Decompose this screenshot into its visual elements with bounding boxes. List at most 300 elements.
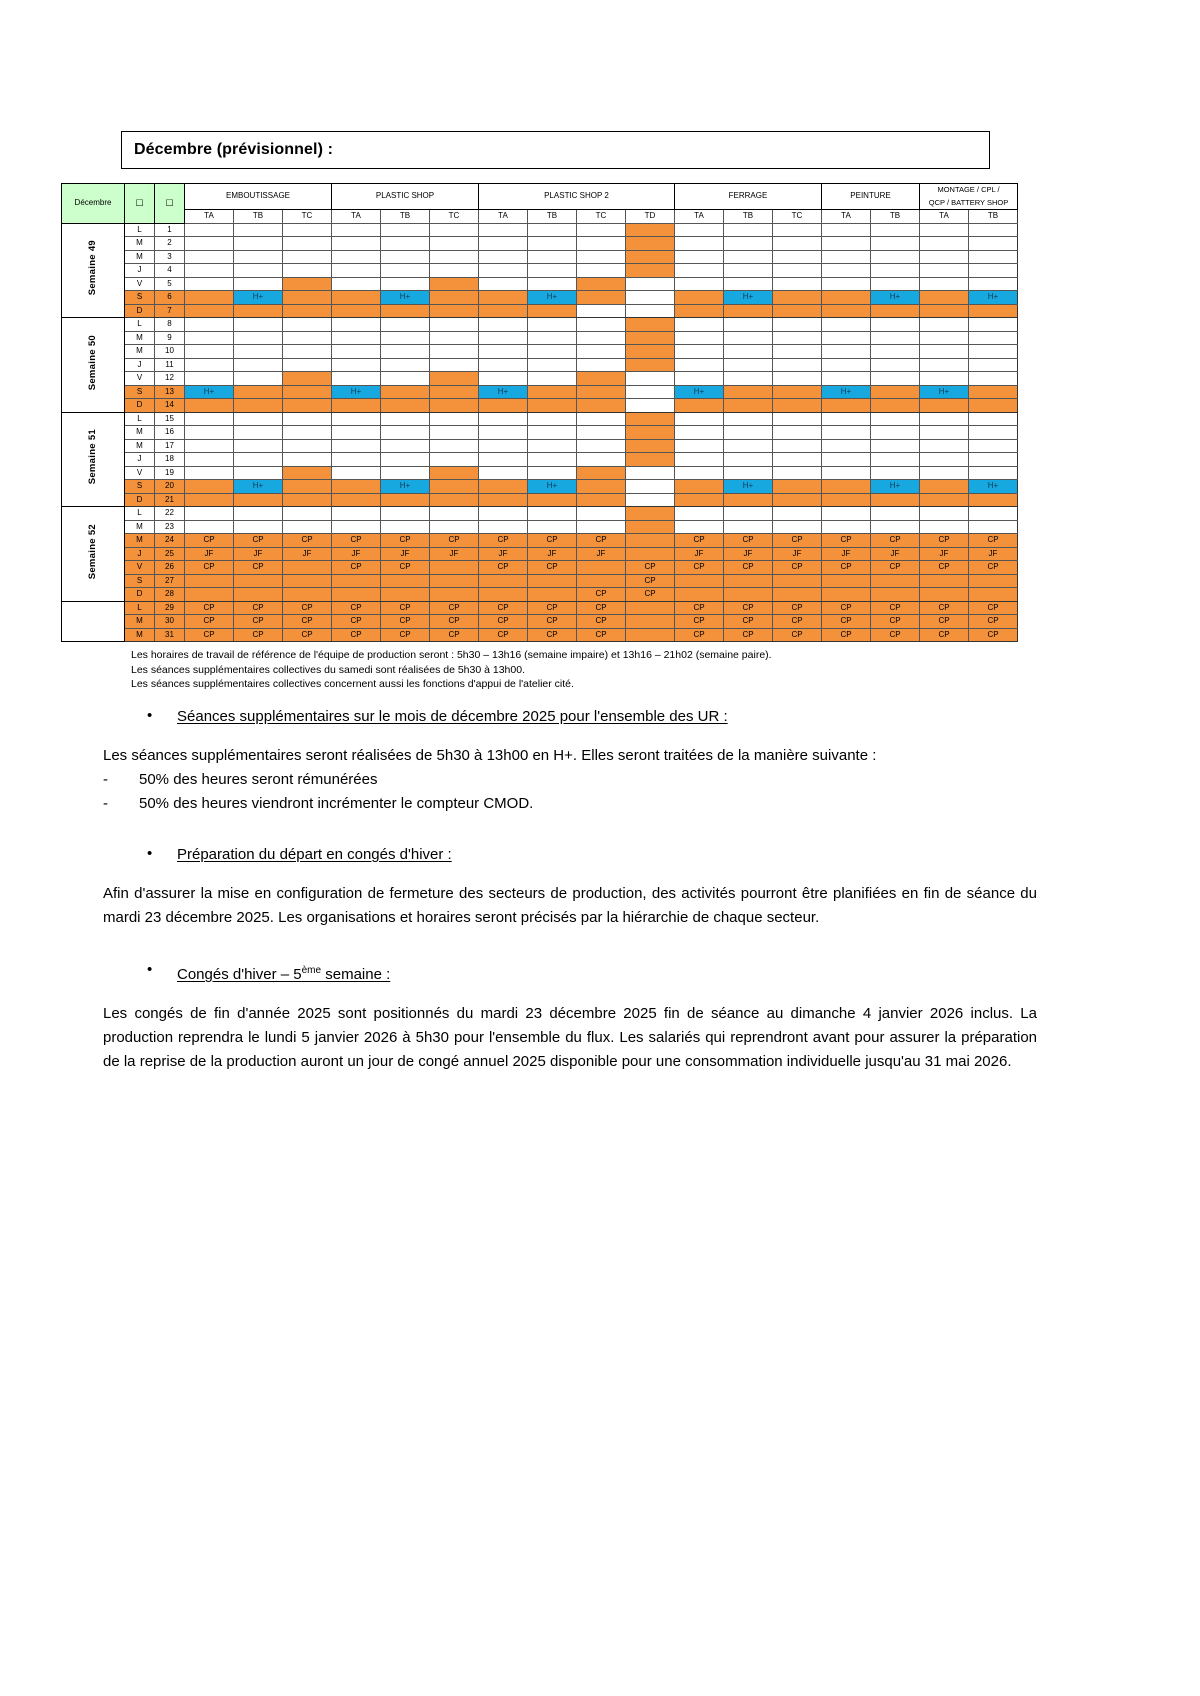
schedule-cell xyxy=(283,493,332,507)
schedule-cell xyxy=(871,507,920,521)
schedule-cell xyxy=(969,466,1018,480)
schedule-cell xyxy=(871,385,920,399)
schedule-cell xyxy=(920,237,969,251)
schedule-cell: CP xyxy=(234,628,283,642)
schedule-cell xyxy=(724,453,773,467)
schedule-cell: CP xyxy=(969,601,1018,615)
schedule-cell: CP xyxy=(381,534,430,548)
schedule-cell: H+ xyxy=(969,480,1018,494)
table-row xyxy=(62,493,1018,507)
schedule-cell xyxy=(822,426,871,440)
col-header-montage-cpl-qcp-battery-shop-ta: TA xyxy=(920,210,969,224)
schedule-cell: H+ xyxy=(920,385,969,399)
table-row xyxy=(62,466,1018,480)
schedule-cell: CP xyxy=(332,628,381,642)
schedule-cell: JF xyxy=(479,547,528,561)
day-number: 16 xyxy=(155,426,185,440)
schedule-cell xyxy=(430,480,479,494)
table-row xyxy=(62,507,1018,521)
schedule-cell xyxy=(773,237,822,251)
schedule-cell xyxy=(871,250,920,264)
schedule-cell xyxy=(871,588,920,602)
day-number: 17 xyxy=(155,439,185,453)
schedule-cell: H+ xyxy=(871,291,920,305)
schedule-cell xyxy=(920,574,969,588)
schedule-cell xyxy=(920,250,969,264)
schedule-cell xyxy=(969,277,1018,291)
schedule-cell: CP xyxy=(381,615,430,629)
day-number: 1 xyxy=(155,223,185,237)
schedule-cell xyxy=(822,520,871,534)
schedule-cell xyxy=(185,412,234,426)
schedule-cell: CP xyxy=(479,601,528,615)
schedule-cell xyxy=(430,466,479,480)
schedule-cell xyxy=(234,439,283,453)
schedule-cell xyxy=(283,264,332,278)
schedule-cell xyxy=(969,318,1018,332)
schedule-cell xyxy=(479,399,528,413)
schedule-cell: CP xyxy=(234,534,283,548)
schedule-cell xyxy=(577,426,626,440)
schedule-cell xyxy=(185,439,234,453)
schedule-cell xyxy=(969,264,1018,278)
schedule-cell: CP xyxy=(920,628,969,642)
schedule-cell xyxy=(185,588,234,602)
schedule-cell xyxy=(871,493,920,507)
day-number: 27 xyxy=(155,574,185,588)
schedule-cell xyxy=(626,277,675,291)
schedule-cell: CP xyxy=(185,628,234,642)
schedule-cell xyxy=(724,588,773,602)
schedule-cell: CP xyxy=(675,628,724,642)
schedule-cell xyxy=(528,588,577,602)
schedule-cell: CP xyxy=(822,561,871,575)
schedule-cell xyxy=(234,372,283,386)
day-of-week: D xyxy=(125,493,155,507)
table-row xyxy=(62,318,1018,332)
day-of-week: M xyxy=(125,534,155,548)
schedule-cell xyxy=(381,250,430,264)
schedule-cell xyxy=(773,412,822,426)
schedule-cell xyxy=(283,588,332,602)
schedule-cell: CP xyxy=(283,534,332,548)
schedule-cell xyxy=(920,264,969,278)
schedule-cell: CP xyxy=(920,561,969,575)
schedule-cell xyxy=(920,507,969,521)
schedule-cell xyxy=(920,345,969,359)
schedule-cell: H+ xyxy=(381,291,430,305)
schedule-cell xyxy=(381,493,430,507)
schedule-cell xyxy=(969,520,1018,534)
schedule-cell xyxy=(430,345,479,359)
schedule-cell xyxy=(724,507,773,521)
day-number: 24 xyxy=(155,534,185,548)
section-2 xyxy=(103,844,1037,930)
schedule-cell xyxy=(577,331,626,345)
schedule-cell xyxy=(577,439,626,453)
group-header-montage-cpl-qcp-battery-shop: MONTAGE / CPL / QCP / BATTERY SHOP xyxy=(920,184,1018,210)
schedule-cell xyxy=(479,520,528,534)
schedule-cell xyxy=(626,439,675,453)
schedule-cell xyxy=(871,426,920,440)
table-row xyxy=(62,277,1018,291)
schedule-cell xyxy=(528,574,577,588)
schedule-cell xyxy=(773,466,822,480)
schedule-cell xyxy=(479,372,528,386)
schedule-cell xyxy=(724,426,773,440)
schedule-cell xyxy=(430,372,479,386)
schedule-cell xyxy=(332,277,381,291)
table-row xyxy=(62,264,1018,278)
day-number: 11 xyxy=(155,358,185,372)
schedule-cell xyxy=(479,264,528,278)
schedule-cell xyxy=(479,466,528,480)
schedule-cell: H+ xyxy=(675,385,724,399)
schedule-cell xyxy=(234,412,283,426)
schedule-cell xyxy=(234,345,283,359)
schedule-cell xyxy=(626,318,675,332)
schedule-cell xyxy=(430,426,479,440)
schedule-cell xyxy=(332,318,381,332)
schedule-cell: JF xyxy=(332,547,381,561)
schedule-cell xyxy=(822,304,871,318)
schedule-cell: CP xyxy=(185,561,234,575)
table-row xyxy=(62,304,1018,318)
col-header-plastic-shop-tb: TB xyxy=(381,210,430,224)
day-of-week: S xyxy=(125,291,155,305)
schedule-cell xyxy=(773,493,822,507)
day-of-week: M xyxy=(125,345,155,359)
section-paragraph: Les séances supplémentaires seront réalisées de 5h30 à 13h00 en H+. Elles seront traitées de la manière suivante : xyxy=(103,747,877,764)
footnotes xyxy=(131,649,1011,693)
schedule-cell xyxy=(724,520,773,534)
schedule-cell: CP xyxy=(724,534,773,548)
schedule-cell xyxy=(332,412,381,426)
schedule-cell xyxy=(920,331,969,345)
schedule-cell xyxy=(626,250,675,264)
col-header-emboutissage-tc: TC xyxy=(283,210,332,224)
schedule-cell xyxy=(724,250,773,264)
schedule-cell xyxy=(528,426,577,440)
group-header-plastic-shop-2: PLASTIC SHOP 2 xyxy=(479,184,675,210)
table-row xyxy=(62,534,1018,548)
day-of-week: D xyxy=(125,399,155,413)
day-number: 21 xyxy=(155,493,185,507)
schedule-cell: CP xyxy=(724,628,773,642)
schedule-cell xyxy=(479,453,528,467)
schedule-cell xyxy=(234,493,283,507)
col-header-ferrage-tc: TC xyxy=(773,210,822,224)
schedule-cell xyxy=(822,588,871,602)
schedule-cell xyxy=(381,345,430,359)
schedule-cell xyxy=(185,372,234,386)
schedule-cell xyxy=(577,345,626,359)
schedule-cell xyxy=(283,291,332,305)
week-label-blank xyxy=(62,601,125,642)
schedule-cell xyxy=(185,223,234,237)
schedule-cell xyxy=(234,385,283,399)
schedule-cell xyxy=(234,507,283,521)
schedule-cell xyxy=(528,304,577,318)
schedule-cell xyxy=(871,439,920,453)
schedule-cell: CP xyxy=(969,534,1018,548)
schedule-cell: CP xyxy=(234,615,283,629)
schedule-cell xyxy=(185,304,234,318)
schedule-cell xyxy=(577,318,626,332)
schedule-cell xyxy=(920,480,969,494)
schedule-cell: CP xyxy=(332,615,381,629)
schedule-cell xyxy=(479,291,528,305)
schedule-cell xyxy=(675,291,724,305)
schedule-cell xyxy=(430,574,479,588)
schedule-cell xyxy=(185,250,234,264)
schedule-cell xyxy=(528,439,577,453)
table-row xyxy=(62,250,1018,264)
schedule-cell xyxy=(626,264,675,278)
schedule-cell xyxy=(773,426,822,440)
schedule-cell xyxy=(773,520,822,534)
day-of-week: M xyxy=(125,520,155,534)
schedule-cell xyxy=(528,466,577,480)
schedule-cell xyxy=(675,264,724,278)
schedule-cell: H+ xyxy=(528,480,577,494)
footnote-line-1: Les horaires de travail de référence de l'équipe de production seront : 5h30 – 13h16 (semaine impaire) et 13h16 – 21h02 (semaine paire). xyxy=(131,649,772,661)
schedule-cell xyxy=(234,304,283,318)
schedule-cell xyxy=(675,223,724,237)
table-head xyxy=(62,184,1018,224)
table-row xyxy=(62,331,1018,345)
schedule-cell xyxy=(871,331,920,345)
schedule-cell: JF xyxy=(969,547,1018,561)
section-paragraph: Les congés de fin d'année 2025 sont positionnés du mardi 23 décembre 2025 fin de séance au dimanche 4 janvier 2026 inclus. La production reprendra le lundi 5 janvier 2026 à 5h30 pour l'ensemble du flux. Les salariés qui reprendront avant pour assurer la préparation de la reprise de la production auront un jour de congé annuel 2025 disponible pour une consommation individuelle jusqu'au 31 mai 2026. xyxy=(103,1005,1037,1070)
schedule-cell xyxy=(381,304,430,318)
schedule-cell xyxy=(528,237,577,251)
day-of-week: M xyxy=(125,237,155,251)
schedule-cell xyxy=(283,304,332,318)
schedule-cell xyxy=(871,372,920,386)
schedule-cell xyxy=(626,628,675,642)
schedule-cell xyxy=(381,453,430,467)
schedule-cell xyxy=(773,250,822,264)
schedule-cell xyxy=(920,426,969,440)
schedule-cell xyxy=(381,507,430,521)
table-row xyxy=(62,223,1018,237)
schedule-cell xyxy=(822,453,871,467)
schedule-cell xyxy=(675,318,724,332)
schedule-cell xyxy=(234,426,283,440)
schedule-cell xyxy=(381,237,430,251)
group-header-emboutissage: EMBOUTISSAGE xyxy=(185,184,332,210)
schedule-cell xyxy=(577,277,626,291)
schedule-cell xyxy=(479,507,528,521)
day-of-week: L xyxy=(125,223,155,237)
day-number: 28 xyxy=(155,588,185,602)
section-paragraph: Afin d'assurer la mise en configuration de fermeture des secteurs de production, des activités pourront être planifiées en fin de séance du mardi 23 décembre 2025. Les organisations et horaires seront précisés par la hiérarchie de chaque secteur. xyxy=(103,885,1037,926)
schedule-cell xyxy=(724,412,773,426)
table-row xyxy=(62,628,1018,642)
schedule-cell xyxy=(626,466,675,480)
schedule-cell: CP xyxy=(871,601,920,615)
day-of-week: D xyxy=(125,588,155,602)
schedule-cell xyxy=(577,480,626,494)
day-number: 2 xyxy=(155,237,185,251)
schedule-cell: CP xyxy=(773,601,822,615)
schedule-cell: CP xyxy=(822,601,871,615)
schedule-cell xyxy=(920,358,969,372)
schedule-cell: CP xyxy=(528,561,577,575)
section-1 xyxy=(103,706,1037,816)
schedule-cell: CP xyxy=(430,628,479,642)
schedule-cell xyxy=(822,399,871,413)
schedule-cell xyxy=(430,453,479,467)
schedule-cell xyxy=(234,358,283,372)
schedule-cell xyxy=(871,399,920,413)
schedule-cell xyxy=(283,345,332,359)
schedule-cell: CP xyxy=(234,601,283,615)
schedule-cell xyxy=(332,291,381,305)
schedule-cell: JF xyxy=(577,547,626,561)
schedule-cell xyxy=(773,345,822,359)
schedule-cell xyxy=(626,291,675,305)
day-of-week: L xyxy=(125,601,155,615)
schedule-cell xyxy=(675,399,724,413)
schedule-cell xyxy=(430,304,479,318)
schedule-cell xyxy=(332,520,381,534)
schedule-cell xyxy=(675,574,724,588)
schedule-cell xyxy=(430,439,479,453)
schedule-cell xyxy=(822,439,871,453)
schedule-cell xyxy=(675,372,724,386)
col-header-plastic-shop-ta: TA xyxy=(332,210,381,224)
schedule-cell: CP xyxy=(969,628,1018,642)
schedule-cell xyxy=(626,345,675,359)
schedule-cell xyxy=(332,399,381,413)
schedule-cell xyxy=(626,331,675,345)
section-heading: • Congés d'hiver – 5ème semaine : xyxy=(103,960,1037,986)
schedule-cell xyxy=(234,466,283,480)
schedule-cell xyxy=(283,412,332,426)
schedule-cell xyxy=(185,331,234,345)
schedule-cell: H+ xyxy=(528,291,577,305)
schedule-cell xyxy=(479,250,528,264)
schedule-cell xyxy=(234,331,283,345)
schedule-cell xyxy=(822,237,871,251)
schedule-cell xyxy=(773,304,822,318)
schedule-cell xyxy=(822,493,871,507)
schedule-cell xyxy=(234,223,283,237)
schedule-cell xyxy=(430,318,479,332)
schedule-cell xyxy=(283,561,332,575)
schedule-cell xyxy=(332,453,381,467)
schedule-cell xyxy=(920,493,969,507)
page-title: Décembre (prévisionnel) : xyxy=(134,141,333,158)
schedule-cell xyxy=(969,304,1018,318)
col-header-peinture-ta: TA xyxy=(822,210,871,224)
schedule-cell: CP xyxy=(675,534,724,548)
day-number: 3 xyxy=(155,250,185,264)
schedule-cell xyxy=(528,331,577,345)
schedule-cell: CP xyxy=(822,534,871,548)
schedule-cell xyxy=(724,439,773,453)
schedule-cell xyxy=(675,358,724,372)
schedule-cell xyxy=(969,237,1018,251)
schedule-cell: JF xyxy=(430,547,479,561)
schedule-cell xyxy=(577,574,626,588)
schedule-cell: CP xyxy=(773,561,822,575)
schedule-cell xyxy=(969,250,1018,264)
schedule-cell xyxy=(822,277,871,291)
schedule-cell xyxy=(626,547,675,561)
schedule-cell xyxy=(920,439,969,453)
day-number: 7 xyxy=(155,304,185,318)
schedule-cell xyxy=(479,237,528,251)
col-header-plastic-shop-2-tc: TC xyxy=(577,210,626,224)
schedule-cell xyxy=(234,588,283,602)
schedule-cell xyxy=(920,399,969,413)
schedule-cell xyxy=(577,466,626,480)
day-of-week: J xyxy=(125,453,155,467)
schedule-cell: CP xyxy=(283,615,332,629)
schedule-cell xyxy=(479,331,528,345)
schedule-cell xyxy=(724,345,773,359)
schedule-cell xyxy=(724,574,773,588)
schedule-cell xyxy=(822,291,871,305)
schedule-cell: H+ xyxy=(381,480,430,494)
col-header-ferrage-tb: TB xyxy=(724,210,773,224)
day-number: 15 xyxy=(155,412,185,426)
group-header-peinture: PEINTURE xyxy=(822,184,920,210)
day-number: 10 xyxy=(155,345,185,359)
schedule-cell: JF xyxy=(185,547,234,561)
schedule-cell: CP xyxy=(969,615,1018,629)
schedule-cell xyxy=(724,466,773,480)
schedule-cell: CP xyxy=(381,628,430,642)
schedule-cell xyxy=(675,250,724,264)
schedule-cell xyxy=(871,466,920,480)
day-of-week: J xyxy=(125,358,155,372)
day-number: 13 xyxy=(155,385,185,399)
filter-icon-2[interactable]: ☐ xyxy=(155,184,185,224)
schedule-cell: CP xyxy=(724,561,773,575)
schedule-cell xyxy=(577,304,626,318)
schedule-cell: JF xyxy=(773,547,822,561)
day-number: 22 xyxy=(155,507,185,521)
schedule-cell xyxy=(381,223,430,237)
schedule-cell: CP xyxy=(675,561,724,575)
schedule-cell xyxy=(724,277,773,291)
schedule-cell xyxy=(528,358,577,372)
day-of-week: M xyxy=(125,331,155,345)
schedule-cell: CP xyxy=(675,615,724,629)
schedule-cell xyxy=(430,291,479,305)
day-of-week: M xyxy=(125,250,155,264)
schedule-cell xyxy=(283,520,332,534)
schedule-cell xyxy=(822,507,871,521)
schedule-cell xyxy=(577,493,626,507)
schedule-cell xyxy=(871,237,920,251)
schedule-cell xyxy=(381,318,430,332)
schedule-table-wrapper xyxy=(61,183,1018,642)
schedule-cell xyxy=(430,399,479,413)
schedule-cell xyxy=(871,574,920,588)
schedule-cell xyxy=(871,304,920,318)
schedule-cell xyxy=(969,574,1018,588)
filter-icon-1[interactable]: ☐ xyxy=(125,184,155,224)
schedule-cell xyxy=(675,493,724,507)
schedule-cell xyxy=(332,372,381,386)
schedule-cell xyxy=(773,507,822,521)
schedule-cell xyxy=(234,277,283,291)
